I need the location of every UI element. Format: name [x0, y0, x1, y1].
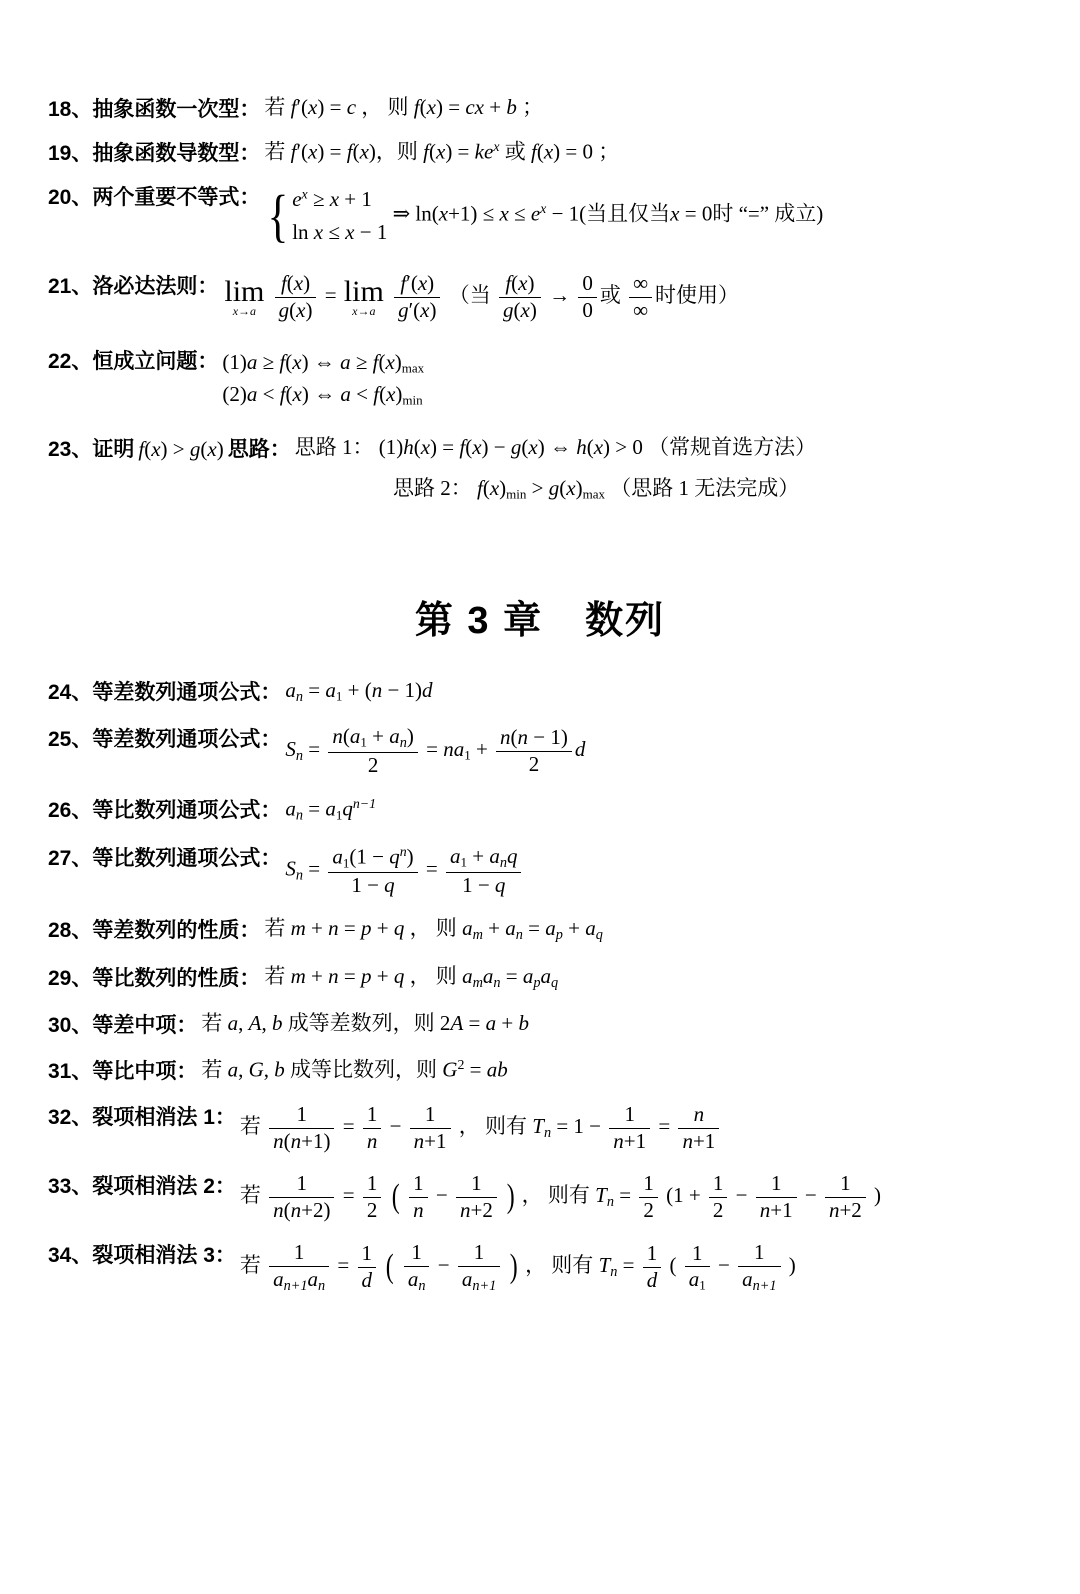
item-formula: $a_n = a1q^{n-1}$: [285, 796, 377, 825]
item-number: 23、: [48, 438, 93, 461]
item-formula: 若 f′(x) = f(x)，则 $f(x) = ke^x$ 或 f(x) = 0 ；: [264, 139, 620, 164]
formula-item-18: [48, 95, 1032, 122]
item-formula: 若 a, A, b 成等差数列，则 2A = a + b: [201, 1010, 529, 1035]
item-label-pre: 证明: [92, 438, 135, 461]
limit-operator: lim x→a: [343, 275, 384, 319]
formula-line-1: (1)a ≥ f(x) ⇔ a ≥ f(x)max: [222, 349, 425, 376]
item-number: 30、: [48, 1013, 93, 1037]
limit-operator: lim x→a: [224, 275, 265, 319]
item-formula: 若 f′(x) = c ， 则 f(x) = cx + b ；: [264, 95, 544, 119]
item-formula: $S_n$ = $\frac{a1(1 - q^n)}{1 - q}$ = $\frac{a1 + a_nq}{1 - q}$: [281, 844, 524, 897]
item-number: 29、: [48, 966, 93, 990]
item-formula: $a_n = a1 + (n - 1)d$: [285, 677, 433, 705]
item-label: 等差数列通项公式：: [92, 727, 282, 751]
formula-item-23: [48, 435, 1032, 503]
chapter-3-section: [48, 678, 1032, 1294]
item-label: 等比数列通项公式：: [92, 799, 282, 823]
item-number: 20、: [48, 186, 93, 210]
item-label: 抽象函数一次型：: [92, 98, 261, 121]
item-formula-line-1: 思路 1： (1)h(x) = f(x) − g(x) ⇔ h(x) > 0 （常规首选方法）: [294, 435, 817, 459]
item-label: 等差中项：: [92, 1013, 198, 1037]
item-number: 22、: [48, 349, 93, 373]
formula-item-31: [48, 1057, 1032, 1084]
item-number: 26、: [48, 799, 93, 823]
item-label: 抽象函数导数型：: [92, 142, 261, 166]
brace-icon: {: [267, 183, 289, 249]
item-label: 等比中项：: [92, 1059, 198, 1083]
item-formula: $S_n$ = $\frac{n(a1 + a_n)}{2}$ = na1 + $\frac{n(n - 1)}{2}$ d: [285, 723, 586, 777]
formula-item-32: [48, 1103, 1032, 1153]
formula-item-25: [48, 725, 1032, 777]
chapter-heading: [48, 589, 1032, 644]
item-number: 27、: [48, 847, 93, 871]
formula-item-34: [48, 1241, 1032, 1293]
item-formula-line-2: 思路 2： f(x)min > g(x)max （思路 1 无法完成）: [393, 476, 800, 502]
item-formula: 若 $\frac{1}{n(n+1)}$ = $\frac{1}{n}$ − $\frac{1}{n+1}$ ， 则有 $T_n = 1$ − $\frac{1}{n+1}$ = $\frac{n}{n+1}$: [236, 1103, 722, 1153]
item-label: 裂项相消法 2：: [92, 1175, 236, 1199]
item-label: 恒成立问题：: [92, 349, 219, 373]
item-label: 裂项相消法 1：: [92, 1106, 236, 1130]
item-label: 裂项相消法 3：: [92, 1244, 236, 1268]
item-formula: 若 $\frac{1}{n(n+2)}$ = $\frac{1}{2}$ ( $\frac{1}{n}$ − $\frac{1}{n+2}$ ) ， 则有 $T_n$ = $\frac{1}{2}$ (1 + $\frac{1}{2}$ − $\frac{1}{n+1}$ − $\frac{1}{n+2}$ ): [239, 1171, 882, 1222]
item-label: 等比数列通项公式：: [92, 847, 282, 871]
item-formula: 若 a, G, b 成等比数列，则 $G^2$ = ab: [201, 1056, 508, 1082]
item-formula: 若 m + n = p + q ， 则 $a_ma_n = a_pa_q$: [264, 963, 559, 991]
formula-item-28: [48, 916, 1032, 944]
formula-item-33: [48, 1172, 1032, 1222]
item-number: 28、: [48, 919, 93, 943]
item-label: 洛必达法则：: [92, 275, 219, 299]
item-label: 等比数列的性质：: [92, 966, 261, 990]
formula-item-27: [48, 844, 1032, 897]
item-number: 31、: [48, 1059, 93, 1083]
brace-contents: $e^x \ge x + 1$ ln x ≤ x − 1: [292, 186, 388, 244]
item-number: 25、: [48, 727, 93, 751]
formula-item-21: [48, 272, 1032, 322]
item-label: 两个重要不等式：: [92, 186, 261, 210]
item-label-math: f(x) > g(x): [138, 437, 224, 461]
item-formula: 若 $\frac{1}{a_{n+1}a_n}$ = $\frac{1}{d}$ ( $\frac{1}{a_n}$ − $\frac{1}{a_{n+1}}$ ) ， 则有 $T_n$ = $\frac{1}{d}$ ( $\frac{1}{a1}$ − $\frac{1}{a_{n+1}}$ ): [239, 1240, 796, 1294]
chapter-prefix: 第 3 章: [414, 599, 544, 642]
item-number: 24、: [48, 680, 93, 704]
formula-item-26: [48, 796, 1032, 825]
formula-item-24: [48, 678, 1032, 706]
item-label-post: 思路：: [227, 438, 291, 461]
chapter-title: 数列: [585, 599, 666, 642]
formula-item-22: [48, 347, 1032, 412]
item-formula: [218, 347, 424, 412]
system-brace: [264, 183, 387, 248]
item-number: 34、: [48, 1244, 93, 1268]
item-number: 19、: [48, 142, 93, 166]
item-formula: lim x→a $\frac{f(x)}{g(x)}$ = lim x→a $\frac{f'(x)}{g'(x)}$ （当 $\frac{f(x)}{g(x)}$ → $\frac{0}{0}$ 或 $\frac{\infty}{\infty}$ 时使用）: [224, 271, 740, 322]
item-label: 等差数列通项公式：: [92, 680, 282, 704]
item-number: 33、: [48, 1175, 93, 1199]
formula-item-29: [48, 964, 1032, 992]
item-number: 32、: [48, 1106, 93, 1130]
formula-line-2: (2)a < f(x) ⇔ a < f(x)min: [222, 381, 423, 408]
formula-item-20: [48, 183, 1032, 248]
formula-item-30: [48, 1011, 1032, 1038]
item-formula: { $e^x \ge x + 1$ ln x ≤ x − 1 ⇒ $\ln(x+1) \le x \le e^x - 1$(当且仅当x = 0时 “=” 成立): [260, 183, 823, 248]
item-label: 等差数列的性质：: [92, 919, 261, 943]
formula-item-19: [48, 139, 1032, 166]
item-number: 21、: [48, 275, 93, 299]
item-formula: 若 m + n = p + q ， 则 $a_m + a_n = a_p + a_q$: [264, 916, 603, 944]
item-number: 18、: [48, 98, 93, 121]
